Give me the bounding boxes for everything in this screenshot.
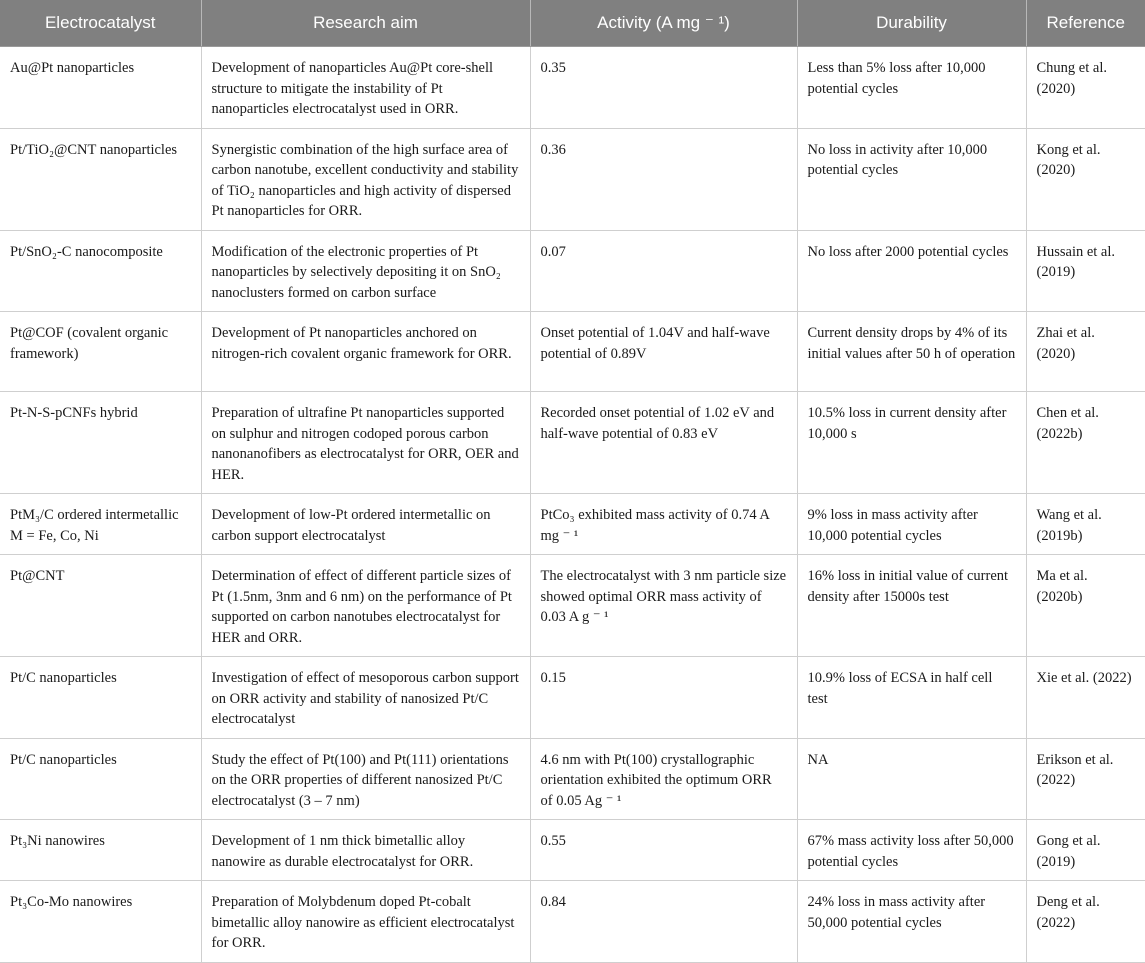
- cell-activity: PtCo₃ exhibited mass activity of 0.74 A mg ⁻ ¹: [530, 494, 797, 555]
- cell-durability: Current density drops by 4% of its initial values after 50 h of operation: [797, 312, 1026, 392]
- cell-electrocatalyst: Pt@COF (covalent organic framework): [0, 312, 201, 392]
- cell-durability: Less than 5% loss after 10,000 potential cycles: [797, 47, 1026, 129]
- table-row: [0, 312, 1145, 392]
- header-durability: Durability: [797, 0, 1026, 47]
- table-row: [0, 657, 1145, 739]
- cell-reference: Hussain et al. (2019): [1026, 230, 1145, 312]
- cell-reference: Deng et al. (2022): [1026, 881, 1145, 963]
- cell-activity: Onset potential of 1.04V and half-wave potential of 0.89V: [530, 312, 797, 392]
- cell-reference: Ma et al. (2020b): [1026, 555, 1145, 657]
- cell-durability: 16% loss in initial value of current density after 15000s test: [797, 555, 1026, 657]
- header-research-aim: Research aim: [201, 0, 530, 47]
- cell-reference: Erikson et al. (2022): [1026, 738, 1145, 820]
- cell-electrocatalyst: Pt₃Ni nanowires: [0, 820, 201, 881]
- cell-activity: 0.35: [530, 47, 797, 129]
- cell-electrocatalyst: Pt₃Co-Mo nanowires: [0, 881, 201, 963]
- cell-durability: No loss in activity after 10,000 potential cycles: [797, 128, 1026, 230]
- cell-durability: 9% loss in mass activity after 10,000 potential cycles: [797, 494, 1026, 555]
- table-row: [0, 392, 1145, 494]
- cell-reference: Kong et al. (2020): [1026, 128, 1145, 230]
- cell-electrocatalyst: Pt/C nanoparticles: [0, 657, 201, 739]
- cell-research-aim: Investigation of effect of mesoporous carbon support on ORR activity and stability of nanosized Pt/C electrocatalyst: [201, 657, 530, 739]
- cell-electrocatalyst: Pt/C nanoparticles: [0, 738, 201, 820]
- table-row: [0, 820, 1145, 881]
- cell-research-aim: Preparation of ultrafine Pt nanoparticles supported on sulphur and nitrogen codoped porous carbon nanonanofibers as electrocatalyst for ORR, OER and HER.: [201, 392, 530, 494]
- table-row: [0, 47, 1145, 129]
- cell-activity: 0.36: [530, 128, 797, 230]
- cell-activity: 0.07: [530, 230, 797, 312]
- cell-research-aim: Modification of the electronic properties of Pt nanoparticles by selectively depositing it on SnO₂ nanoclusters formed on carbon surface: [201, 230, 530, 312]
- header-activity: Activity (A mg ⁻ ¹): [530, 0, 797, 47]
- header-row: [0, 0, 1145, 47]
- cell-durability: 24% loss in mass activity after 50,000 potential cycles: [797, 881, 1026, 963]
- cell-research-aim: Development of 1 nm thick bimetallic alloy nanowire as durable electrocatalyst for ORR.: [201, 820, 530, 881]
- table-row: [0, 230, 1145, 312]
- table-row: [0, 738, 1145, 820]
- cell-activity: 0.15: [530, 657, 797, 739]
- cell-reference: Chen et al. (2022b): [1026, 392, 1145, 494]
- cell-reference: Wang et al. (2019b): [1026, 494, 1145, 555]
- cell-reference: Xie et al. (2022): [1026, 657, 1145, 739]
- cell-research-aim: Preparation of Molybdenum doped Pt-cobalt bimetallic alloy nanowire as efficient electrocatalyst for ORR.: [201, 881, 530, 963]
- cell-electrocatalyst: Au@Pt nanoparticles: [0, 47, 201, 129]
- cell-durability: 67% mass activity loss after 50,000 potential cycles: [797, 820, 1026, 881]
- cell-electrocatalyst: Pt/TiO₂@CNT nanoparticles: [0, 128, 201, 230]
- cell-electrocatalyst: Pt/SnO₂-C nanocomposite: [0, 230, 201, 312]
- cell-reference: Zhai et al. (2020): [1026, 312, 1145, 392]
- cell-electrocatalyst: Pt-N-S-pCNFs hybrid: [0, 392, 201, 494]
- cell-durability: 10.9% loss of ECSA in half cell test: [797, 657, 1026, 739]
- cell-durability: No loss after 2000 potential cycles: [797, 230, 1026, 312]
- cell-activity: The electrocatalyst with 3 nm particle size showed optimal ORR mass activity of 0.03 A g ⁻ ¹: [530, 555, 797, 657]
- cell-durability: 10.5% loss in current density after 10,000 s: [797, 392, 1026, 494]
- cell-durability: NA: [797, 738, 1026, 820]
- cell-research-aim: Study the effect of Pt(100) and Pt(111) orientations on the ORR properties of different nanosized Pt/C electrocatalyst (3 – 7 nm): [201, 738, 530, 820]
- cell-reference: Chung et al. (2020): [1026, 47, 1145, 129]
- cell-research-aim: Development of Pt nanoparticles anchored on nitrogen-rich covalent organic framework for ORR.: [201, 312, 530, 392]
- header-electrocatalyst: Electrocatalyst: [0, 0, 201, 47]
- table-row: [0, 555, 1145, 657]
- cell-activity: 4.6 nm with Pt(100) crystallographic orientation exhibited the optimum ORR of 0.05 Ag ⁻ ¹: [530, 738, 797, 820]
- header-reference: Reference: [1026, 0, 1145, 47]
- table-row: [0, 128, 1145, 230]
- cell-research-aim: Development of nanoparticles Au@Pt core-shell structure to mitigate the instability of Pt nanoparticles electrocatalyst used in ORR.: [201, 47, 530, 129]
- cell-reference: Gong et al. (2019): [1026, 820, 1145, 881]
- table-row: [0, 881, 1145, 963]
- cell-activity: Recorded onset potential of 1.02 eV and half-wave potential of 0.83 eV: [530, 392, 797, 494]
- table-header: [0, 0, 1145, 47]
- table-body: [0, 47, 1145, 963]
- table-row: [0, 494, 1145, 555]
- cell-activity: 0.84: [530, 881, 797, 963]
- cell-research-aim: Determination of effect of different particle sizes of Pt (1.5nm, 3nm and 6 nm) on the performance of Pt supported on carbon nanotubes electrocatalyst for HER and ORR.: [201, 555, 530, 657]
- cell-research-aim: Synergistic combination of the high surface area of carbon nanotube, excellent conductivity and stability of TiO₂ nanoparticles and high activity of dispersed Pt nanoparticles for ORR.: [201, 128, 530, 230]
- cell-electrocatalyst: PtM₃/C ordered intermetallic M = Fe, Co, Ni: [0, 494, 201, 555]
- cell-research-aim: Development of low-Pt ordered intermetallic on carbon support electrocatalyst: [201, 494, 530, 555]
- cell-activity: 0.55: [530, 820, 797, 881]
- cell-electrocatalyst: Pt@CNT: [0, 555, 201, 657]
